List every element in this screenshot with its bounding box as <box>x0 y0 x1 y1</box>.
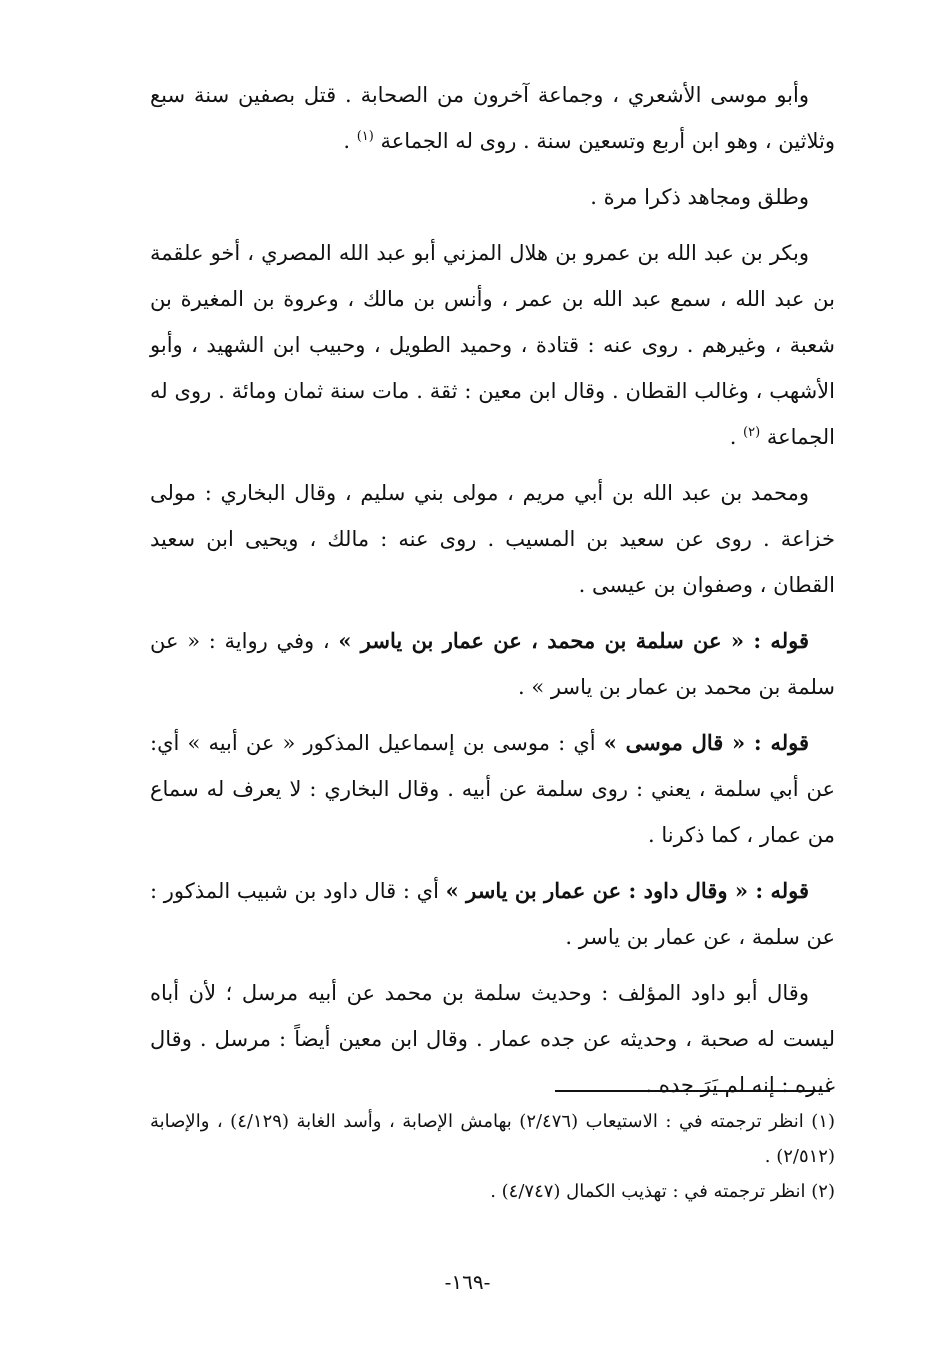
paragraph-3-end: . <box>729 425 744 449</box>
paragraph-7-text: أي : قال داود بن شبيب المذكور : عن سلمة ، عن عمار بن ياسر . <box>150 879 835 949</box>
footnotes <box>150 1104 835 1209</box>
paragraph-7-heading: قوله : « وقال داود : عن عمار بن ياسر » <box>445 878 809 903</box>
footnote-2: (٢) انظر ترجمته في : تهذيب الكمال (٤/٧٤٧) . <box>490 1181 835 1202</box>
paragraph-6-heading: قوله : « قال موسى » <box>603 730 809 755</box>
paragraph-3 <box>150 230 835 460</box>
paragraph-4: ومحمد بن عبد الله بن أبي مريم ، مولى بني سليم ، وقال البخاري : مولى خزاعة . روى عن سعيد بن المسيب . روى عنه : مالك ، ويحيى ابن سعيد القطان ، وصفوان بن عيسى . <box>150 481 835 597</box>
paragraph-5-text: ، وفي رواية : « عن سلمة بن محمد بن عمار بن ياسر » . <box>150 629 835 699</box>
paragraph-1 <box>150 72 835 164</box>
paragraph-6 <box>150 720 835 858</box>
paragraph-1-end: . <box>343 129 357 153</box>
paragraph-7 <box>150 868 835 960</box>
paragraph-5 <box>150 618 835 710</box>
paragraph-5-heading: قوله : « عن سلمة بن محمد ، عن عمار بن ياسر » <box>338 628 809 653</box>
footnote-divider <box>555 1090 830 1092</box>
footnote-ref-1[interactable]: (١) <box>356 129 374 144</box>
main-text <box>150 72 835 1118</box>
paragraph-6-text: أي : موسى بن إسماعيل المذكور « عن أبيه » أي: عن أبي سلمة ، يعني : روى سلمة عن أبيه . وقال البخاري : لا يعرف له سماع من عمار ، كما ذكرنا . <box>150 731 835 847</box>
paragraph-2: وطلق ومجاهد ذكرا مرة . <box>590 185 809 209</box>
footnote-ref-2[interactable]: (٢) <box>743 425 761 440</box>
page-number: -١٦٩- <box>444 1270 491 1294</box>
footnote-1: (١) انظر ترجمته في : الاستيعاب (٢/٤٧٦) بهامش الإصابة ، وأسد الغابة (٤/١٢٩) ، والإصابة (٢/٥١٢) . <box>150 1111 835 1167</box>
paragraph-8: وقال أبو داود المؤلف : وحديث سلمة بن محمد عن أبيه مرسل ؛ لأن أباه ليست له صحبة ، وحديثه عن جده عمار . وقال ابن معين أيضاً : مرسل . وقال غيره : إنه لم يَرَ جده . <box>150 981 835 1097</box>
paragraph-1-text: وأبو موسى الأشعري ، وجماعة آخرون من الصحابة . قتل بصفين سنة سبع وثلاثين ، وهو ابن أربع وتسعين سنة . روى له الجماعة <box>150 83 835 153</box>
paragraph-3-text: وبكر بن عبد الله بن عمرو بن هلال المزني أبو عبد الله المصري ، أخو علقمة بن عبد الله ، سمع عبد الله بن عمر ، وأنس بن مالك ، وعروة بن المغيرة بن شعبة ، وغيرهم . روى عنه : قتادة ، وحميد الطويل ، وحبيب ابن الشهيد ، وأبو الأشهب ، وغالب القطان . وقال ابن معين : ثقة . مات سنة ثمان ومائة . روى له الجماعة <box>150 241 835 449</box>
